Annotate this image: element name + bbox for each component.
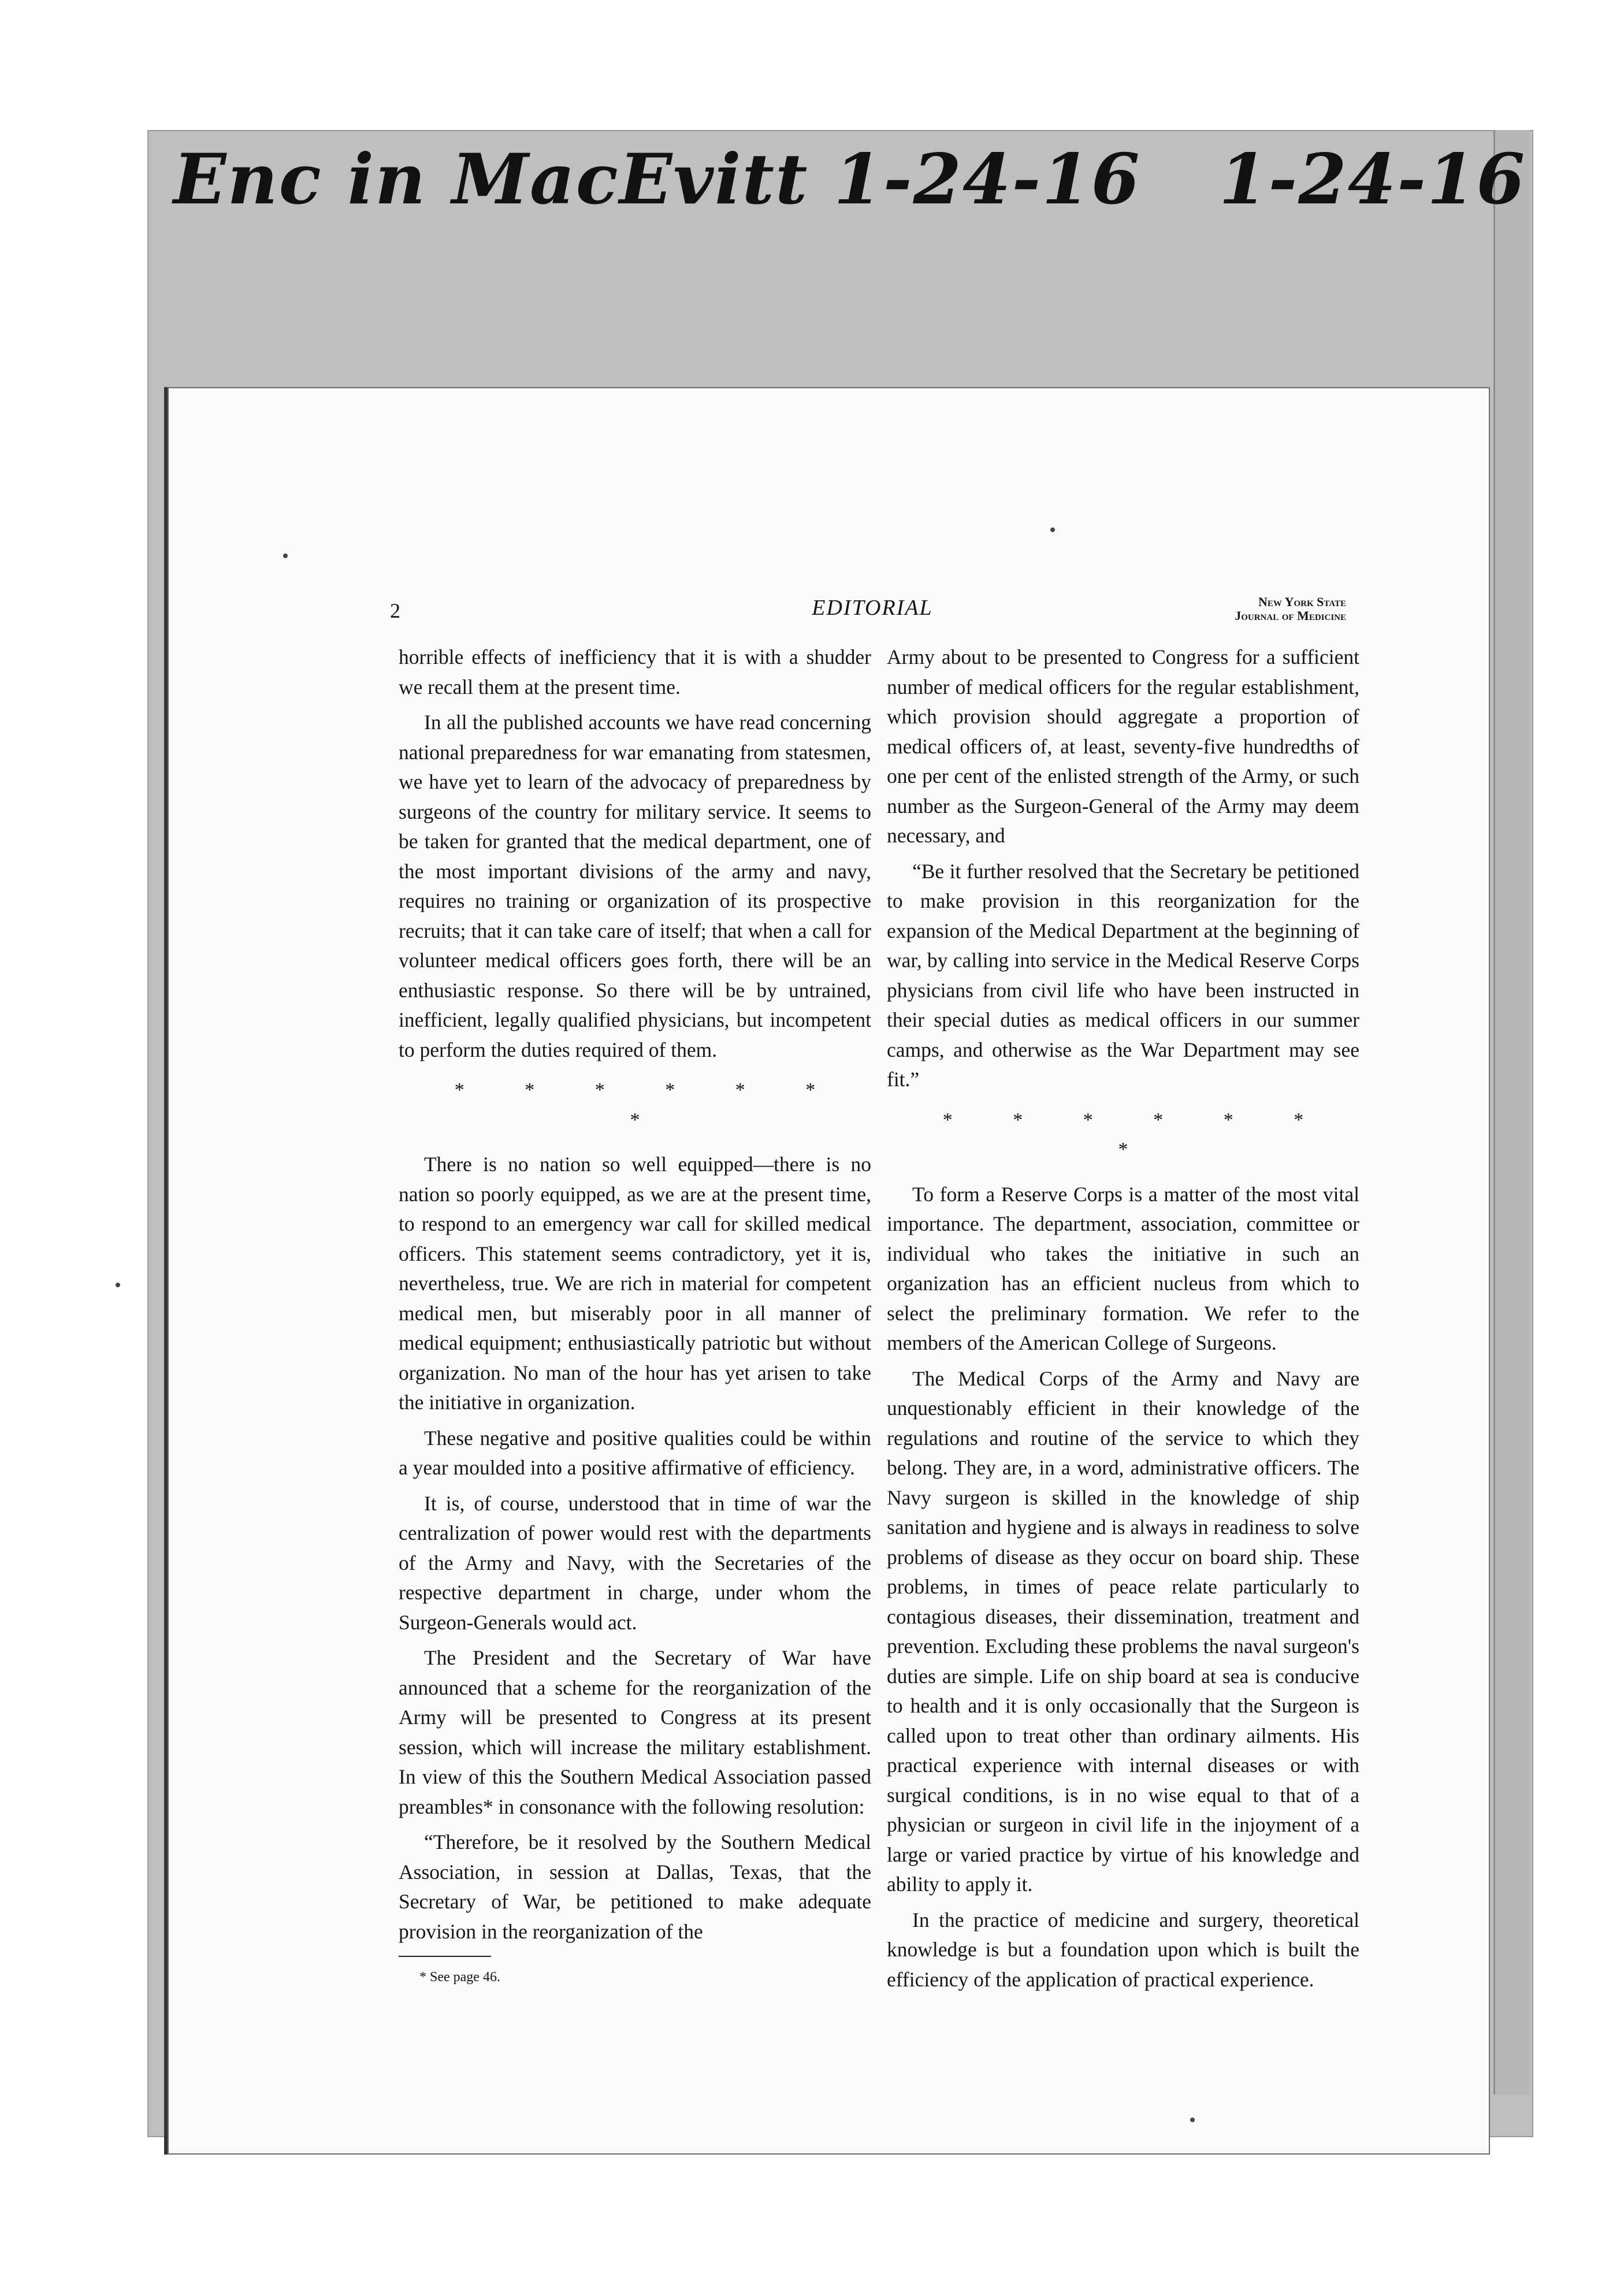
- paragraph: These negative and positive qualities could be within a year moulded into a positive affirmative of efficiency.: [399, 1426, 871, 1479]
- paragraph: “Therefore, be it resolved by the Southern Medical Association, in session at Dallas, Texas, that the Secretary of War, be petitioned to make adequate provision in the reorganization of the: [399, 1830, 871, 1943]
- section-title: EDITORIAL: [812, 596, 933, 620]
- footnote-rule: [399, 1956, 491, 1957]
- paragraph: In the practice of medicine and surgery, theoretical knowledge is but a foundation upon which is built the efficiency of the application of practical experience.: [887, 1908, 1359, 1991]
- journal-name: [1075, 595, 1346, 623]
- paragraph: To form a Reserve Corps is a matter of the most vital importance. The department, association, committee or individual who takes the initiative in such an organization has an efficient nucleus from which to select the preliminary formation. We refer to the members of the American College of Surgeons.: [887, 1182, 1359, 1354]
- right-column: [887, 642, 1359, 1994]
- paragraph: horrible effects of inefficiency that it is with a shudder we recall them at the present time.: [399, 645, 871, 699]
- paragraph: It is, of course, understood that in time of war the centralization of power would rest with the departments of the Army and Navy, with the Secretaries of the respective department in charge, under whom the Surgeon-Generals would act.: [399, 1491, 871, 1634]
- left-column: [399, 642, 871, 1993]
- page-number: 2: [390, 599, 400, 622]
- paragraph: The Medical Corps of the Army and Navy are unquestionably efficient in their knowledge of the regulations and routine of the service to which they belong. They are, in a word, administrative officers. The Navy surgeon is skilled in the knowledge of ship sanitation and hygiene and is always in readiness to solve problems of disease as they occur on board ship. These problems, in times of peace relate particularly to contagious diseases, their dissemination, treatment and prevention. Excluding these problems the naval surgeon's duties are simple. Life on ship board at sea is conducive to health and it is only occasionally that the Surgeon is called upon to treat other than ordinary ailments. His practical experience with internal diseases or with surgical conditions, is in no wise equal to that of a physician or surgeon in civil life in the injoyment of a large or varied practice by virtue of his knowledge and ability to apply it.: [887, 1366, 1359, 1896]
- dust-speck: [1050, 528, 1055, 532]
- section-divider-stars: * * * * * * *: [454, 1079, 843, 1131]
- dust-speck: [116, 1283, 120, 1287]
- paragraph: In all the published accounts we have read concerning national preparedness for war emanating from statesmen, we have yet to learn of the advocacy of preparedness by surgeons of the country for military service. It seems to be taken for granted that the medical department, one of the most important divisions of the army and navy, requires no training or organization of its prospective recruits; that it can take care of itself; that when a call for volunteer medical officers goes forth, there will be an enthusiastic response. So there will be by untrained, inefficient, legally qualified physicians, but incompetent to perform the duties required of them.: [399, 711, 871, 1061]
- footnote: * See page 46.: [419, 1970, 500, 1985]
- dust-speck: [1190, 2118, 1195, 2122]
- handwritten-note-left: Enc in MacEvitt 1-24-16: [173, 139, 1141, 220]
- handwritten-note-right: 1-24-16: [1219, 139, 1526, 220]
- paragraph: The President and the Secretary of War have announced that a scheme for the reorganization of the Army will be presented to Congress at its present session, which will increase the military establishment. In view of this the Southern Medical Association passed preambles* in consonance with the following resolution:: [399, 1646, 871, 1818]
- back-sheet-edge: [1493, 130, 1530, 2094]
- paragraph: Army about to be presented to Congress for a sufficient number of medical officers for the regular establishment, which provision should aggregate a proportion of medical officers of, at least, seventy-five hundredths of one per cent of the enlisted strength of the Army, or such number as the Surgeon-General of the Army may deem necessary, and: [887, 645, 1359, 847]
- dust-speck: [283, 554, 288, 558]
- section-divider-stars: * * * * * * *: [942, 1109, 1332, 1160]
- journal-name-line1: New York State: [1258, 595, 1346, 609]
- paragraph: “Be it further resolved that the Secretary be petitioned to make provision in this reorganization for the expansion of the Medical Department at the beginning of war, by calling into service in the Medical Reserve Corps physicians from civil life who have been instructed in their special duties as medical officers in our summer camps, and otherwise as the War Department may see fit.”: [887, 859, 1359, 1091]
- journal-name-line2: Journal of Medicine: [1235, 608, 1346, 623]
- paragraph: There is no nation so well equipped—there is no nation so poorly equipped, as we are at the present time, to respond to an emergency war call for skilled medical officers. This statement seems contradictory, yet it is, nevertheless, true. We are rich in material for competent medical men, but miserably poor in all manner of medical equipment; enthusiastically patriotic but without organization. No man of the hour has yet arisen to take the initiative in organization.: [399, 1153, 871, 1414]
